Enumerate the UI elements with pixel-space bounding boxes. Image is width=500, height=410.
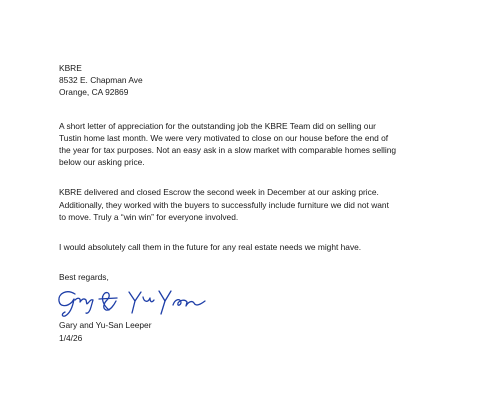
paragraph-line: to move. Truly a “win win” for everyone involved. <box>59 211 239 222</box>
paragraph-line: I would absolutely call them in the future for any real estate needs we might have. <box>59 242 362 253</box>
paragraph-line: the year for tax purposes. Not an easy ask in a slow market with comparable homes selling <box>59 145 397 156</box>
signature-icon <box>53 283 223 319</box>
paragraph-appreciation <box>59 120 469 169</box>
closing-salutation: Best regards, <box>59 272 109 283</box>
letter-date: 1/4/26 <box>59 332 83 343</box>
paragraph-line: A short letter of appreciation for the outstanding job the KBRE Team did on selling our <box>59 120 376 131</box>
paragraph-line: Additionally, they worked with the buyers to successfully include furniture we did not want <box>59 199 389 210</box>
recipient-street: 8532 E. Chapman Ave <box>59 75 143 86</box>
recipient-city: Orange, CA 92869 <box>59 87 129 98</box>
paragraph-delivery <box>59 186 469 223</box>
handwritten-signature <box>53 283 223 319</box>
recipient-address <box>59 62 469 99</box>
paragraph-line: KBRE delivered and closed Escrow the second week in December at our asking price. <box>59 187 379 198</box>
letter <box>59 62 469 344</box>
paragraph-line: Tustin home last month. We were very motivated to close on our house before the end of <box>59 132 389 143</box>
paragraph-line: below our asking price. <box>59 157 145 168</box>
recipient-name: KBRE <box>59 63 82 73</box>
paragraph-future <box>59 241 469 253</box>
signer-name: Gary and Yu-San Leeper <box>59 320 152 331</box>
